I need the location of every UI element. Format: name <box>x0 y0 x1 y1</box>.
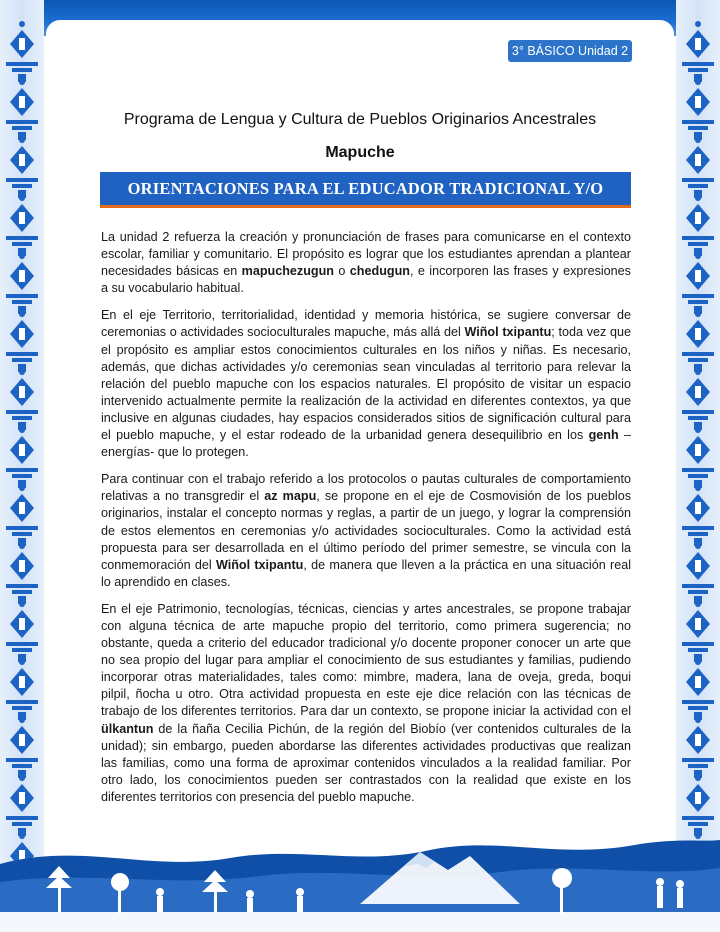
section-banner: ORIENTACIONES PARA EL EDUCADOR TRADICIONAL Y/O DOCENTE <box>100 172 631 208</box>
paragraph-1: La unidad 2 refuerza la creación y pronunciación de frases para comunicarse en el contexto escolar, familiar y comunitario. El propósito es lograr que los estudiantes aprendan a plantear necesidades básicas en mapuchezugun o chedugun, e incorporen las frases y expresiones a su vocabulario habitual. <box>101 230 631 296</box>
paragraph-2: En el eje Territorio, territorialidad, identidad y memoria histórica, se sugiere conversar de ceremonias o actividades socioculturales mapuche, más allá del Wiñol txipantu; toda vez que el propósito es ampliar estos conocimientos culturales en los niños y niñas. Es necesario, además, que dichas actividades y/o ceremonias sean vinculadas al territorio para relevar la relación del pueblo mapuche con los espacios naturales. El propósito de visitar un espacio intervenido actualmente permite la realización de la actividad en diferentes contextos, ya que inclusive en algunas ciudades, hay espacios considerados sitios de significación cultural para el pueblo mapuche, y el estar rodeado de la urbanidad genera desequilibrio en los genh –energías- que lo protegen. <box>101 308 631 460</box>
body-text <box>101 229 631 816</box>
unit-badge: 3° BÁSICO Unidad 2 <box>508 40 632 62</box>
paragraph-4: En el eje Patrimonio, tecnologías, técnicas, ciencias y artes ancestrales, se propone trabajar con alguna técnica de arte mapuche propio del territorio, como primera sugerencia; no obstante, queda a criterio del educador tradicional y/o docente proponer conocer un arte que no sea propio del lugar para ampliar el conocimiento de sus estudiantes y familias, pudiendo incorporar otras materialidades, tales como: mimbre, madera, lana de oveja, greda, boqui pilpil, ñocha u otro. Otra actividad propuesta en este eje dice relación con las técnicas de trabajo de los diferentes territorios. Para dar un contexto, se propone iniciar la actividad con el ülkantun de la ñaña Cecilia Pichún, de la región del Biobío (ver contenidos culturales de la unidad); sin embargo, pueden abordarse las diferentes actividades productivas que realizan las familias, como una forma de aproximar contenidos vinculados a la realidad familiar. Por otro lado, los conocimientos pueden ser contrastados con la realidad que existe en los diferentes territorios con presencia del pueblo mapuche. <box>101 601 631 804</box>
left-pattern-icon <box>0 0 44 880</box>
right-pattern-icon <box>676 0 720 880</box>
left-decorative-border <box>0 0 44 880</box>
paragraph-3: Para continuar con el trabajo referido a los protocolos o pautas culturales de comportamiento relativas a no transgredir el az mapu, se propone en el eje de Cosmovisión de los pueblos originarios, instalar el concepto normas y reglas, a partir de un juego, y lograr la comprensión de estos elementos en ceremonias y/o actividades socioculturales. Como la actividad está propuesta para ser desarrollada en el último período del primer semestre, se vincula con la conmemoración del Wiñol txipantu, de manera que lleven a la práctica en una situación real lo aprendido en clases. <box>101 472 631 589</box>
people-title: Mapuche <box>325 144 395 161</box>
footer-landscape-illustration <box>0 812 720 932</box>
right-decorative-border <box>676 0 720 880</box>
program-title: Programa de Lengua y Cultura de Pueblos Originarios Ancestrales <box>123 111 597 128</box>
